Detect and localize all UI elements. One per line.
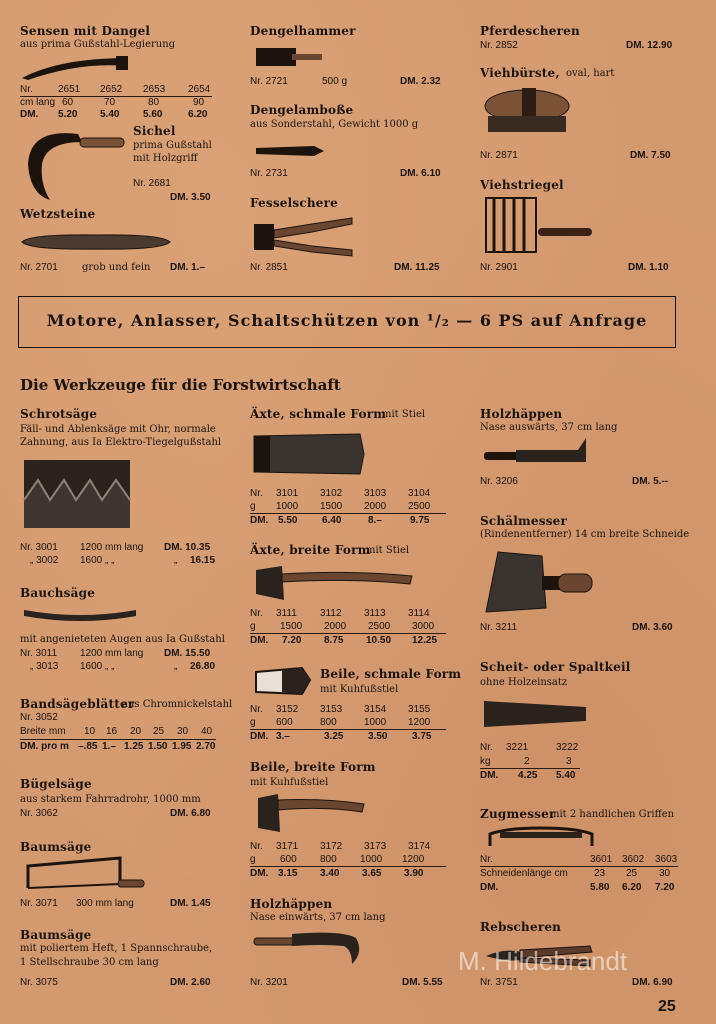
beile-schmal-nr: 3153 [320, 704, 343, 715]
aexte-schmal-nr: 3103 [364, 488, 387, 499]
schrotsaege-r2-ditto: „ [174, 555, 178, 566]
schrotsaege-r2-price: 16.15 [190, 555, 216, 566]
wetzsteine-price: DM. 1.– [170, 262, 206, 273]
spaltkeil-nr: 3221 [506, 742, 529, 753]
sichel-nr: Nr. 2681 [133, 178, 171, 189]
section-title: Die Werkzeuge für die Forstwirtschaft [20, 376, 341, 394]
spaltkeil-nr-label: Nr. [480, 742, 493, 753]
bandsaege-width: 16 [106, 726, 118, 737]
anvil-illustration [254, 142, 326, 160]
aexte-schmal-nr: 3101 [276, 488, 299, 499]
aexte-breit-price: 8.75 [324, 635, 344, 646]
billhook-illustration [252, 928, 364, 968]
baumsaege2-title: Baumsäge [20, 928, 92, 942]
beile-schmal-g: 600 [276, 717, 293, 728]
aexte-breit-nr-label: Nr. [250, 608, 263, 619]
zugmesser-nr: 3602 [622, 854, 645, 865]
holzhaeppen-nr: Nr. 3201 [250, 977, 288, 988]
bandsaege-price: 1.50 [148, 741, 168, 752]
aexte-breit-price: 10.50 [366, 635, 392, 646]
beile-schmal-dm-label: DM. [250, 731, 269, 742]
bark-peeler-illustration [484, 550, 596, 616]
beile-breit-price: 3.90 [404, 868, 424, 879]
viehbuerste-subtitle: oval, hart [566, 68, 615, 79]
beile-schmal-title: Beile, schmale Form [320, 667, 462, 681]
billhook-outward-illustration [482, 436, 592, 468]
sensen-subtitle: aus prima Gußstahl-Legierung [20, 39, 176, 50]
aexte-breit-nr: 3112 [320, 608, 342, 619]
rebscheren-price: DM. 6.90 [632, 977, 673, 988]
wetzsteine-desc: grob und fein [82, 262, 151, 273]
sickle-illustration [20, 124, 130, 204]
sichel-sub1: prima Gußstahl [133, 140, 212, 151]
dengelhammer-weight: 500 g [322, 76, 348, 87]
broad-axe-illustration [252, 560, 416, 604]
viehstriegel-price: DM. 1.10 [628, 262, 669, 273]
baumsaege2-sub2: 1 Stellschraube 30 cm lang [20, 957, 159, 968]
beile-breit-nr: 3174 [408, 841, 431, 852]
viehbuerste-price: DM. 7.50 [630, 150, 671, 161]
zugmesser-len: 23 [594, 868, 606, 879]
aexte-breit-price: 7.20 [282, 635, 302, 646]
spaltkeil-price: 4.25 [518, 770, 538, 781]
buegelsaege-nr: Nr. 3062 [20, 808, 58, 819]
schrotsaege-r2-len: 1600 „ „ [80, 555, 115, 566]
bandsaege-width: 25 [153, 726, 165, 737]
dengelamboss-title: Dengelamboße [250, 103, 354, 117]
divider [480, 866, 678, 867]
aexte-breit-nr: 3113 [364, 608, 386, 619]
aexte-breit-nr: 3114 [408, 608, 430, 619]
zugmesser-len-label: Schneidenlänge cm [480, 868, 568, 879]
sensen-len: 80 [148, 97, 160, 108]
aexte-schmal-g: 2500 [408, 501, 431, 512]
scythe-illustration [20, 54, 130, 82]
holzhaeppen-subtitle: Nase einwärts, 37 cm lang [250, 912, 386, 923]
aexte-schmal-g: 1000 [276, 501, 299, 512]
divider [20, 739, 216, 740]
dengelamboss-subtitle: aus Sonderstahl, Gewicht 1000 g [250, 119, 419, 130]
aexte-schmal-price: 9.75 [410, 515, 430, 526]
holzhaeppen-title: Holzhäppen [250, 897, 333, 911]
schaelmesser-price: DM. 3.60 [632, 622, 673, 633]
spaltkeil-kg: 2 [524, 756, 530, 767]
aexte-schmal-nr: 3102 [320, 488, 343, 499]
sensen-len: 90 [193, 97, 205, 108]
sensen-dm-label: DM. [20, 109, 39, 120]
rebscheren-title: Rebscheren [480, 920, 562, 934]
fesselschere-price: DM. 11.25 [394, 262, 440, 273]
bandsaege-width: 20 [130, 726, 142, 737]
bauchsaege-r2-ditto: „ [174, 661, 178, 672]
aexte-schmal-g: 2000 [364, 501, 387, 512]
beile-breit-g: 800 [320, 854, 337, 865]
bauchsaege-r2-price: 26.80 [190, 661, 216, 672]
beile-breit-price: 3.15 [278, 868, 298, 879]
bandsaege-price-label: DM. pro m [20, 741, 69, 752]
shears-illustration [252, 210, 356, 260]
baumsaege1-len: 300 mm lang [76, 898, 134, 909]
aexte-breit-nr: 3111 [276, 608, 297, 619]
aexte-breit-g: 2500 [368, 621, 391, 632]
aexte-schmal-nr: 3104 [408, 488, 431, 499]
beile-schmal-nr: 3154 [364, 704, 387, 715]
sensen-len-label: cm lang [20, 97, 56, 108]
baumsaege1-nr: Nr. 3071 [20, 898, 58, 909]
spaltkeil-title: Scheit- oder Spaltkeil [480, 660, 631, 674]
aexte-schmal-price: 8.– [368, 515, 382, 526]
bandsaege-width-label: Breite mm [20, 726, 66, 737]
sensen-nr: 2653 [143, 84, 166, 95]
sensen-price: 5.60 [143, 109, 163, 120]
sichel-price: DM. 3.50 [170, 192, 211, 203]
bandsaege-price: 2.70 [196, 741, 216, 752]
narrow-axe-illustration [252, 432, 366, 476]
aexte-schmal-title: Äxte, schmale Form [250, 407, 387, 421]
spaltkeil-kg-label: kg [480, 756, 491, 767]
broad-hatchet-illustration [254, 792, 366, 836]
hammer-illustration [252, 44, 324, 74]
beile-schmal-price: 3.75 [412, 731, 432, 742]
bandsaege-price: 1.– [102, 741, 116, 752]
schrotsaege-r1-price: DM. 10.35 [164, 542, 211, 553]
holzhaeppen2-nr: Nr. 3206 [480, 476, 518, 487]
bandsaege-title-sub: aus Chromnickelstahl [122, 699, 233, 710]
bandsaege-price: 1.95 [172, 741, 192, 752]
beile-breit-g-label: g [250, 854, 256, 865]
hatchet-illustration [252, 666, 314, 698]
holzhaeppen2-price: DM. 5.-- [632, 476, 669, 487]
sensen-title: Sensen mit Dangel [20, 24, 151, 38]
zugmesser-nr: 3601 [590, 854, 613, 865]
zugmesser-nr: 3603 [655, 854, 678, 865]
sensen-price: 5.20 [58, 109, 78, 120]
wetzsteine-title: Wetzsteine [20, 207, 96, 221]
beile-schmal-nr: 3155 [408, 704, 431, 715]
holzhaeppen2-subtitle: Nase auswärts, 37 cm lang [480, 422, 618, 433]
beile-schmal-price: 3.25 [324, 731, 344, 742]
schaelmesser-subtitle: (Rindenentferner) 14 cm breite Schneide [480, 529, 690, 540]
pferdescheren-price: DM. 12.90 [626, 40, 673, 51]
sichel-sub2: mit Holzgriff [133, 153, 198, 164]
schaelmesser-nr: Nr. 3211 [480, 622, 518, 633]
beile-breit-nr-label: Nr. [250, 841, 263, 852]
aexte-breit-g: 2000 [324, 621, 347, 632]
bandsaege-price: –.85 [78, 741, 98, 752]
whetstone-illustration [20, 232, 172, 252]
bandsaege-price: 1.25 [124, 741, 144, 752]
baumsaege1-price: DM. 1.45 [170, 898, 211, 909]
wetzsteine-nr: Nr. 2701 [20, 262, 58, 273]
aexte-schmal-g: 1500 [320, 501, 343, 512]
zugmesser-len: 30 [659, 868, 671, 879]
sensen-nr: 2654 [188, 84, 211, 95]
sensen-len: 60 [62, 97, 74, 108]
bauchsaege-title: Bauchsäge [20, 586, 96, 600]
spaltkeil-price: 5.40 [556, 770, 576, 781]
beile-breit-g: 1000 [360, 854, 383, 865]
motor-banner [18, 296, 676, 348]
zugmesser-price: 7.20 [655, 882, 675, 893]
dengelamboss-nr: Nr. 2731 [250, 168, 288, 179]
aexte-schmal-price: 5.50 [278, 515, 298, 526]
currycomb-illustration [484, 194, 594, 256]
bandsaege-title: Bandsägeblätter [20, 697, 135, 711]
sensen-nr: 2652 [100, 84, 123, 95]
drawknife-illustration [486, 824, 596, 850]
bandsaege-width: 40 [201, 726, 213, 737]
beile-schmal-price: 3.50 [368, 731, 388, 742]
divider [250, 866, 446, 867]
viehstriegel-nr: Nr. 2901 [480, 262, 518, 273]
zugmesser-title: Zugmesser [480, 807, 556, 821]
bow-saw-illustration [24, 856, 146, 896]
zugmesser-title-sub: mit 2 handlichen Griffen [550, 809, 675, 820]
beile-schmal-g: 800 [320, 717, 337, 728]
dengelhammer-nr: Nr. 2721 [250, 76, 288, 87]
buegelsaege-title: Bügelsäge [20, 777, 92, 791]
schrotsaege-r2-nr: „ 3002 [30, 555, 59, 566]
divider [250, 633, 446, 634]
beile-schmal-g: 1000 [364, 717, 387, 728]
dengelamboss-price: DM. 6.10 [400, 168, 441, 179]
dengelhammer-price: DM. 2.32 [400, 76, 441, 87]
beile-breit-title: Beile, breite Form [250, 760, 376, 774]
aexte-breit-dm-label: DM. [250, 635, 269, 646]
beile-schmal-g-label: g [250, 717, 256, 728]
sichel-title: Sichel [133, 124, 176, 138]
sensen-price: 5.40 [100, 109, 120, 120]
bandsaege-width: 10 [84, 726, 96, 737]
belly-saw-illustration [22, 606, 138, 624]
page-number: 25 [658, 998, 676, 1015]
beile-breit-subtitle: mit Kuhfußstiel [250, 777, 329, 788]
buegelsaege-subtitle: aus starkem Fahrradrohr, 1000 mm [20, 794, 201, 805]
pferdescheren-nr: Nr. 2852 [480, 40, 518, 51]
viehstriegel-title: Viehstriegel [480, 178, 564, 192]
viehbuerste-nr: Nr. 2871 [480, 150, 518, 161]
schrotsaege-sub1: Fäll- und Ablenksäge mit Ohr, normale [20, 424, 216, 435]
divider [250, 729, 446, 730]
aexte-breit-title: Äxte, breite Form [250, 543, 371, 557]
beile-schmal-g: 1200 [408, 717, 431, 728]
bandsaege-width: 30 [177, 726, 189, 737]
bauchsaege-r1-price: DM. 15.50 [164, 648, 211, 659]
aexte-schmal-nr-label: Nr. [250, 488, 263, 499]
splitting-wedge-illustration [482, 697, 590, 731]
banner-text: Motore, Anlasser, Schaltschützen von ¹/₂ — 6 PS auf Anfrage [46, 311, 648, 330]
beile-breit-g: 1200 [402, 854, 425, 865]
schrotsaege-sub2: Zahnung, aus Ia Elektro-Tiegelgußstahl [20, 437, 222, 448]
bauchsaege-subtitle: mit angenieteten Augen aus Ia Gußstahl [20, 634, 225, 645]
beile-breit-nr: 3172 [320, 841, 343, 852]
rebscheren-nr: Nr. 3751 [480, 977, 518, 988]
spaltkeil-nr: 3222 [556, 742, 579, 753]
schaelmesser-title: Schälmesser [480, 514, 568, 528]
beile-breit-price: 3.40 [320, 868, 340, 879]
beile-breit-g: 600 [280, 854, 297, 865]
beile-schmal-nr-label: Nr. [250, 704, 263, 715]
fesselschere-nr: Nr. 2851 [250, 262, 288, 273]
aexte-breit-g-label: g [250, 621, 256, 632]
bandsaege-nr: Nr. 3052 [20, 712, 58, 723]
sensen-price: 6.20 [188, 109, 208, 120]
fesselschere-title: Fesselschere [250, 196, 338, 210]
viehbuerste-title: Viehbürste, [480, 66, 560, 80]
beile-schmal-price: 3.– [276, 731, 290, 742]
zugmesser-dm-label: DM. [480, 882, 499, 893]
zugmesser-price: 5.80 [590, 882, 610, 893]
spaltkeil-kg: 3 [566, 756, 572, 767]
baumsaege2-price: DM. 2.60 [170, 977, 211, 988]
bauchsaege-r2-nr: „ 3013 [30, 661, 59, 672]
zugmesser-nr-label: Nr. [480, 854, 493, 865]
sensen-len: 70 [104, 97, 116, 108]
beile-schmal-nr: 3152 [276, 704, 299, 715]
divider [480, 768, 580, 769]
zugmesser-price: 6.20 [622, 882, 642, 893]
brush-illustration [482, 84, 572, 140]
aexte-schmal-title-sub: mit Stiel [382, 409, 426, 420]
pferdescheren-title: Pferdescheren [480, 24, 580, 38]
schrotsaege-r1-len: 1200 mm lang [80, 542, 144, 553]
baumsaege2-nr: Nr. 3075 [20, 977, 58, 988]
aexte-schmal-g-label: g [250, 501, 256, 512]
bauchsaege-r2-len: 1600 „ „ [80, 661, 115, 672]
baumsaege2-sub1: mit poliertem Heft, 1 Spannschraube, [20, 943, 213, 954]
aexte-breit-price: 12.25 [412, 635, 438, 646]
aexte-schmal-dm-label: DM. [250, 515, 269, 526]
sensen-nr: 2651 [58, 84, 81, 95]
spaltkeil-subtitle: ohne Holzeinsatz [480, 677, 568, 688]
aexte-breit-title-sub: mit Stiel [366, 545, 410, 556]
dengelhammer-title: Dengelhammer [250, 24, 356, 38]
holzhaeppen-price: DM. 5.55 [402, 977, 443, 988]
baumsaege1-title: Baumsäge [20, 840, 92, 854]
aexte-schmal-price: 6.40 [322, 515, 342, 526]
spaltkeil-dm-label: DM. [480, 770, 499, 781]
sensen-nr-label: Nr. [20, 84, 33, 95]
schrotsaege-r1-nr: Nr. 3001 [20, 542, 58, 553]
bauchsaege-r1-len: 1200 mm lang [80, 648, 144, 659]
beile-breit-nr: 3171 [276, 841, 299, 852]
buegelsaege-price: DM. 6.80 [170, 808, 211, 819]
divider [250, 513, 446, 514]
beile-breit-price: 3.65 [362, 868, 382, 879]
holzhaeppen2-title: Holzhäppen [480, 407, 563, 421]
aexte-breit-g: 1500 [280, 621, 303, 632]
beile-breit-dm-label: DM. [250, 868, 269, 879]
schrotsaege-title: Schrotsäge [20, 407, 98, 421]
beile-schmal-subtitle: mit Kuhfußstiel [320, 684, 399, 695]
bauchsaege-r1-nr: Nr. 3011 [20, 648, 58, 659]
aexte-breit-g: 3000 [412, 621, 435, 632]
watermark: M. Hildebrandt [458, 946, 628, 976]
zugmesser-len: 25 [626, 868, 638, 879]
beile-breit-nr: 3173 [364, 841, 387, 852]
crosscut-saw-illustration [24, 460, 130, 528]
